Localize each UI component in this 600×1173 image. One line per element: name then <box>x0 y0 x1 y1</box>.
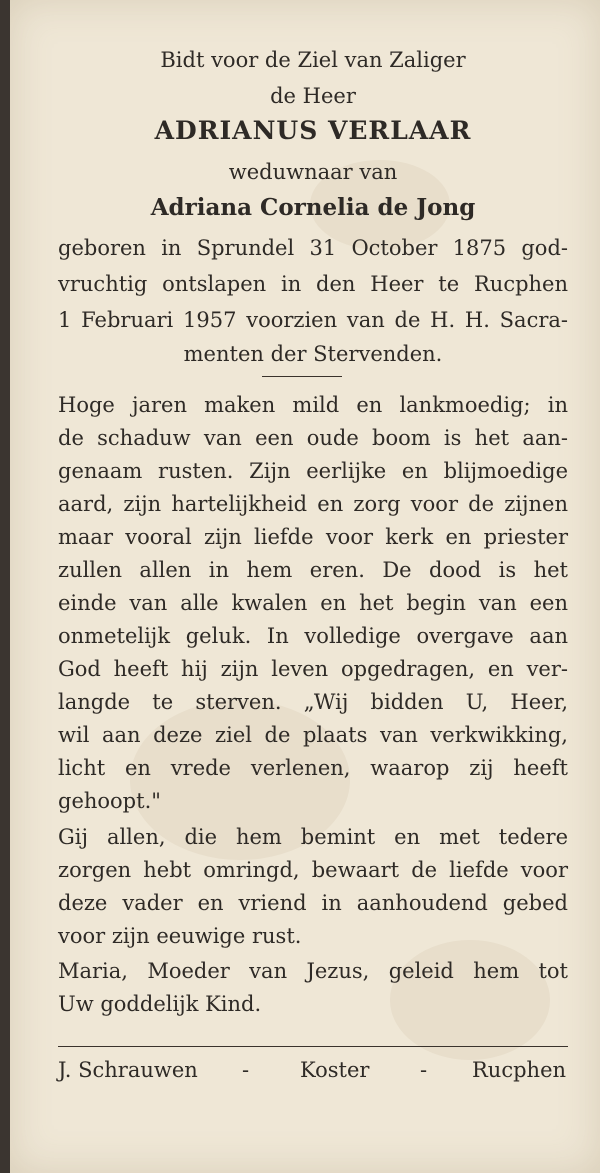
details-line: geboren in Sprundel 31 October 1875 god- <box>58 236 568 260</box>
body-line: genaam rusten. Zijn eerlijke en blijmoedige <box>58 459 568 483</box>
body-line: Maria, Moeder van Jezus, geleid hem tot <box>58 959 568 983</box>
spouse-name: Adriana Cornelia de Jong <box>150 194 476 221</box>
details-line: vruchtig ontslapen in den Heer te Rucphen <box>58 272 568 296</box>
body-line: zorgen hebt omringd, bewaart de liefde voor <box>58 858 568 882</box>
body-line: de schaduw van een oude boom is het aan- <box>58 426 568 450</box>
relation-line: weduwnaar van <box>228 160 398 184</box>
body-line: voor zijn eeuwige rust. <box>58 924 302 948</box>
card-left-edge <box>0 0 10 1173</box>
body-line: wil aan deze ziel de plaats van verkwikking, <box>58 723 568 747</box>
details-line-last: menten der Stervenden. <box>183 342 443 366</box>
body-line: God heeft hij zijn leven opgedragen, en ver- <box>58 657 568 681</box>
body-line: onmetelijk geluk. In volledige overgave aan <box>58 624 568 648</box>
body-line: Uw goddelijk Kind. <box>58 992 262 1016</box>
body-line: maar vooral zijn liefde voor kerk en priester <box>58 525 568 549</box>
footer-printer: J. Schrauwen <box>58 1058 198 1082</box>
footer-dash: - <box>420 1058 428 1082</box>
title-line: de Heer <box>270 84 356 108</box>
body-line: Hoge jaren maken mild en lankmoedig; in <box>58 393 568 417</box>
body-line: zullen allen in hem eren. De dood is het <box>58 558 568 582</box>
divider-short <box>262 376 342 377</box>
body-line: licht en vrede verlenen, waarop zij heeft <box>58 756 568 780</box>
invocation-line: Bidt voor de Ziel van Zaliger <box>160 48 466 72</box>
paper-stain <box>390 940 550 1060</box>
body-line: langde te sterven. „Wij bidden U, Heer, <box>58 690 568 714</box>
body-line: gehoopt." <box>58 789 161 813</box>
footer-place: Rucphen <box>472 1058 567 1082</box>
details-line: 1 Februari 1957 voorzien van de H. H. Sacra- <box>58 308 568 332</box>
footer-dash: - <box>242 1058 250 1082</box>
body-line: aard, zijn hartelijkheid en zorg voor de zijnen <box>58 492 568 516</box>
body-line: deze vader en vriend in aanhoudend gebed <box>58 891 568 915</box>
footer-role: Koster <box>300 1058 370 1082</box>
divider-long <box>58 1046 568 1047</box>
body-line: einde van alle kwalen en het begin van een <box>58 591 568 615</box>
deceased-name: ADRIANUS VERLAAR <box>154 116 472 145</box>
body-line: Gij allen, die hem bemint en met tedere <box>58 825 568 849</box>
